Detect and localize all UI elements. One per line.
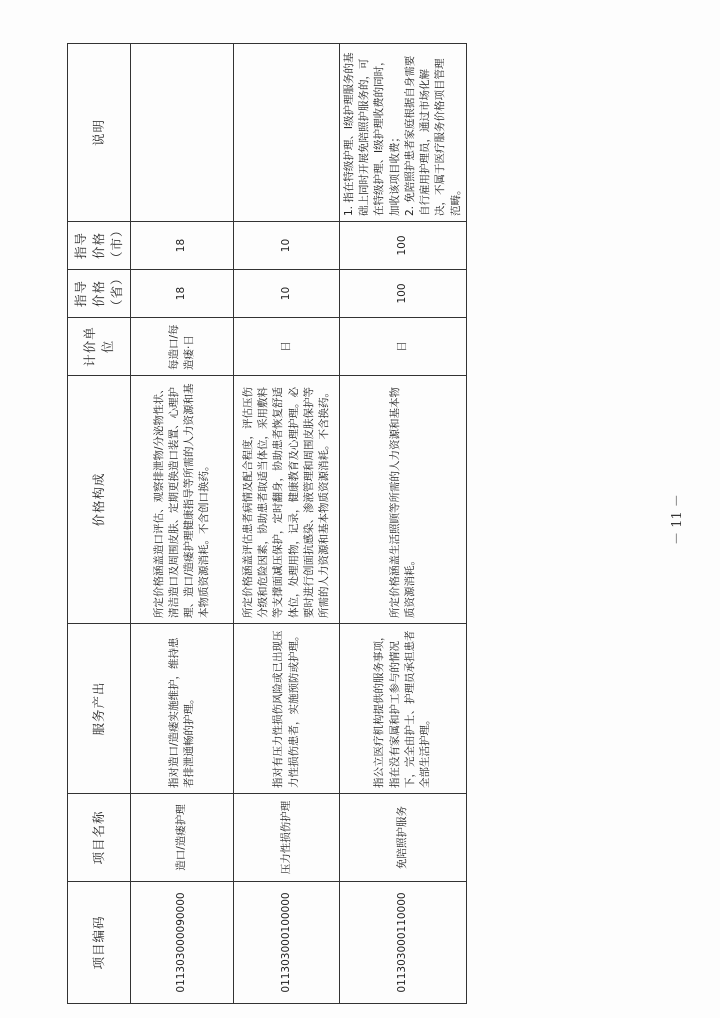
cell-price-province: 18	[131, 270, 234, 318]
header-row	[68, 44, 131, 1004]
cell-price-city: 18	[131, 222, 234, 270]
cell-unit: 日	[340, 318, 467, 376]
cell-name: 压力性损伤护理	[234, 794, 340, 882]
cell-output: 指对有压力性损伤风险或已出现压力性损伤患者，实施预防或护理。	[234, 624, 340, 794]
header-price-city: 指导价格 （市）	[68, 222, 131, 270]
header-composition: 价格构成	[68, 376, 131, 624]
cell-name: 造口/造瘘护理	[131, 794, 234, 882]
cell-code: 011303000100000	[234, 882, 340, 1004]
cell-price-province: 100	[340, 270, 467, 318]
table-row	[234, 44, 340, 1004]
cell-note	[234, 44, 340, 222]
header-note: 说明	[68, 44, 131, 222]
cell-code: 011303000110000	[340, 882, 467, 1004]
rotated-page-content	[67, 44, 462, 1004]
header-output: 服务产出	[68, 624, 131, 794]
cell-composition: 所定价格涵盖生活照顾等所需的人力资源和基本物质资源消耗。	[340, 376, 467, 624]
cell-unit: 日	[234, 318, 340, 376]
cell-note	[131, 44, 234, 222]
price-table	[67, 43, 467, 1004]
cell-unit: 每造口/每造瘘·日	[131, 318, 234, 376]
table-row	[131, 44, 234, 1004]
header-unit: 计价单位	[68, 318, 131, 376]
cell-output: 指对造口/造瘘实施维护，维持患者排泄通畅的护理。	[131, 624, 234, 794]
cell-note: 1. 指在特级护理、I级护理服务的基础上同时开展免陪照护服务的，可在特级护理、I级护理收费的同时，加收该项目收费； 2. 免陪照护患者家庭根据自身需要自行雇用护理员，通过市场化解决，不属于医疗服务价格项目管理范畴。	[340, 44, 467, 222]
cell-composition: 所定价格涵盖造口评估、观察排泄物/分泌物性状、清洁造口及周围皮肤、定期更换造口装置、心理护理、造口/造瘘护理健康指导等所需的人力资源和基本物质资源消耗。不含创口换药。	[131, 376, 234, 624]
header-price-province: 指导价格 （省）	[68, 270, 131, 318]
cell-price-city: 10	[234, 222, 340, 270]
cell-name: 免陪照护服务	[340, 794, 467, 882]
page-number: － 11 －	[669, 494, 685, 545]
cell-code: 011303000090000	[131, 882, 234, 1004]
header-name: 项目名称	[68, 794, 131, 882]
cell-price-province: 10	[234, 270, 340, 318]
table-row	[340, 44, 467, 1004]
header-code: 项目编码	[68, 882, 131, 1004]
cell-output: 指公立医疗机构提供的服务事项，指在没有家属和护工参与的情况下，完全由护士、护理员承担患者全部生活护理。	[340, 624, 467, 794]
cell-composition: 所定价格涵盖评估患者病情及配合程度，评估压伤分级和危险因素，协助患者取适当体位，采用敷料等支撑面减压保护，定时翻身，协助患者恢复舒适体位，处理用物，记录，健康教育及心理护理。必要时进行创面抗感染、渗液管理和周围皮肤保护等所需的人力资源和基本物质资源消耗。不含换药。	[234, 376, 340, 624]
cell-price-city: 100	[340, 222, 467, 270]
